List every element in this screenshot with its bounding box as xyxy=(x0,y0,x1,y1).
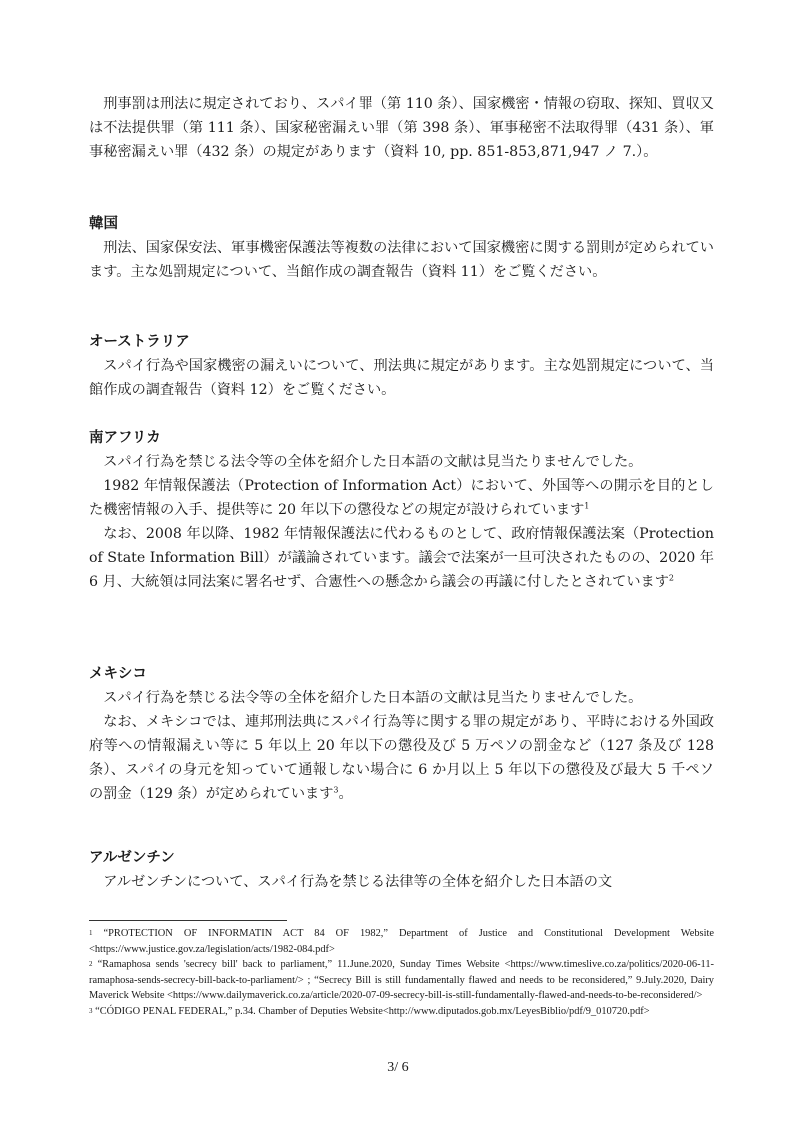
page-number: 3/ 6 xyxy=(387,1060,409,1075)
south-africa-paragraph-2 xyxy=(89,474,714,522)
footnote-mark: 1 xyxy=(89,929,93,937)
mexico-paragraph-2-end: 。 xyxy=(338,786,353,802)
intro-block xyxy=(89,92,714,164)
australia-paragraph-1: スパイ行為や国家機密の漏えいについて、刑法典に規定があります。主な処罰規定について、当館作成の調査報告（資料 12）をご覧ください。 xyxy=(89,358,714,398)
section-heading-australia: オーストラリア xyxy=(89,334,190,350)
footnote-2 xyxy=(89,957,714,1004)
intro-paragraph: 刑事罰は刑法に規定されており、スパイ罪（第 110 条）、国家機密・情報の窃取、探知、買収又は不法提供罪（第 111 条）、国家秘密漏えい罪（第 398 条）、軍事秘密不法取得罪（431 条）、軍事秘密漏えい罪（432 条）の規定があります（資料 10, pp. 851-853,871,947 ノ 7.）。 xyxy=(89,96,714,160)
section-heading-korea: 韓国 xyxy=(89,216,118,232)
section-argentina xyxy=(89,846,714,894)
south-africa-paragraph-2-text: 1982 年情報保護法（Protection of Information Act）において、外国等への開示を目的とした機密情報の入手、提供等に 20 年以下の懲役などの規定が設けられています xyxy=(89,478,714,518)
south-africa-paragraph-3 xyxy=(89,522,714,594)
footnote-mark: 3 xyxy=(89,1006,93,1015)
argentina-paragraph-1: アルゼンチンについて、スパイ行為を禁じる法律等の全体を紹介した日本語の文 xyxy=(103,874,613,890)
footnote-1 xyxy=(89,926,714,957)
section-australia xyxy=(89,330,714,402)
mexico-paragraph-2 xyxy=(89,710,714,806)
footnote-text: “Ramaphosa sends 'secrecy bill' back to parliament,” 11.June.2020, Sunday Times Website <https://www.timeslive.co.za/politics/2020-06-11-ramaphosa-sends-secrecy-bill-back-to-parliament/> ; “Secrecy Bill is still fundamentally flawed and needs to be reconsidered,” 9.July.2020, Dairy Maverick Website <https://www.dailymaverick.co.za/article/2020-07-09-secrecy-bill-is-still-fundamentally-flawed-and-needs-to-be-reconsidered/> xyxy=(89,959,714,1002)
footnote-text: “CÓDIGO PENAL FEDERAL,” p.34. Chamber of Deputies Website<http://www.diputados.gob.mx/LeyesBiblio/pdf/9_010720.pdf> xyxy=(95,1005,650,1017)
section-south-africa xyxy=(89,426,714,594)
footnote-ref-3[interactable]: 3 xyxy=(333,785,339,795)
mexico-paragraph-1: スパイ行為を禁じる法令等の全体を紹介した日本語の文献は見当たりませんでした。 xyxy=(103,690,643,706)
section-korea xyxy=(89,212,714,284)
section-heading-mexico: メキシコ xyxy=(89,666,147,682)
korea-paragraph-1: 刑法、国家保安法、軍事機密保護法等複数の法律において国家機密に関する罰則が定められています。主な処罰規定について、当館作成の調査報告（資料 11）をご覧ください。 xyxy=(89,240,714,280)
south-africa-paragraph-3-text: なお、2008 年以降、1982 年情報保護法に代わるものとして、政府情報保護法案（Protection of State Information Bill）が議論されています。議会で法案が一旦可決されたものの、2020 年 6 月、大統領は同法案に署名せず、合憲性への懸念から議会の再議に付したとされています xyxy=(89,526,714,590)
footnote-mark: 2 xyxy=(89,960,93,969)
south-africa-paragraph-1: スパイ行為を禁じる法令等の全体を紹介した日本語の文献は見当たりませんでした。 xyxy=(103,454,643,470)
section-heading-argentina: アルゼンチン xyxy=(89,850,175,866)
section-heading-south-africa: 南アフリカ xyxy=(89,430,161,446)
footnote-text: “PROTECTION OF INFORMATIN ACT 84 OF 1982,” Department of Justice and Constitutional Development Website <https://www.justice.gov.za/legislation/acts/1982-084.pdf> xyxy=(89,928,714,955)
footnote-divider xyxy=(89,920,287,921)
footnotes xyxy=(89,926,714,1020)
footnote-ref-2[interactable]: 2 xyxy=(668,573,674,583)
footnote-ref-1[interactable]: 1 xyxy=(584,501,590,511)
section-mexico xyxy=(89,662,714,806)
mexico-paragraph-2-text: なお、メキシコでは、連邦刑法典にスパイ行為等に関する罪の規定があり、平時における外国政府等への情報漏えい等に 5 年以上 20 年以下の懲役及び 5 万ペソの罰金など（127 条及び 128 条）、スパイの身元を知っていて通報しない場合に 6 か月以上 5 年以下の懲役及び最大 5 千ペソの罰金（129 条）が定められています xyxy=(89,714,714,802)
footnote-3 xyxy=(89,1004,714,1020)
